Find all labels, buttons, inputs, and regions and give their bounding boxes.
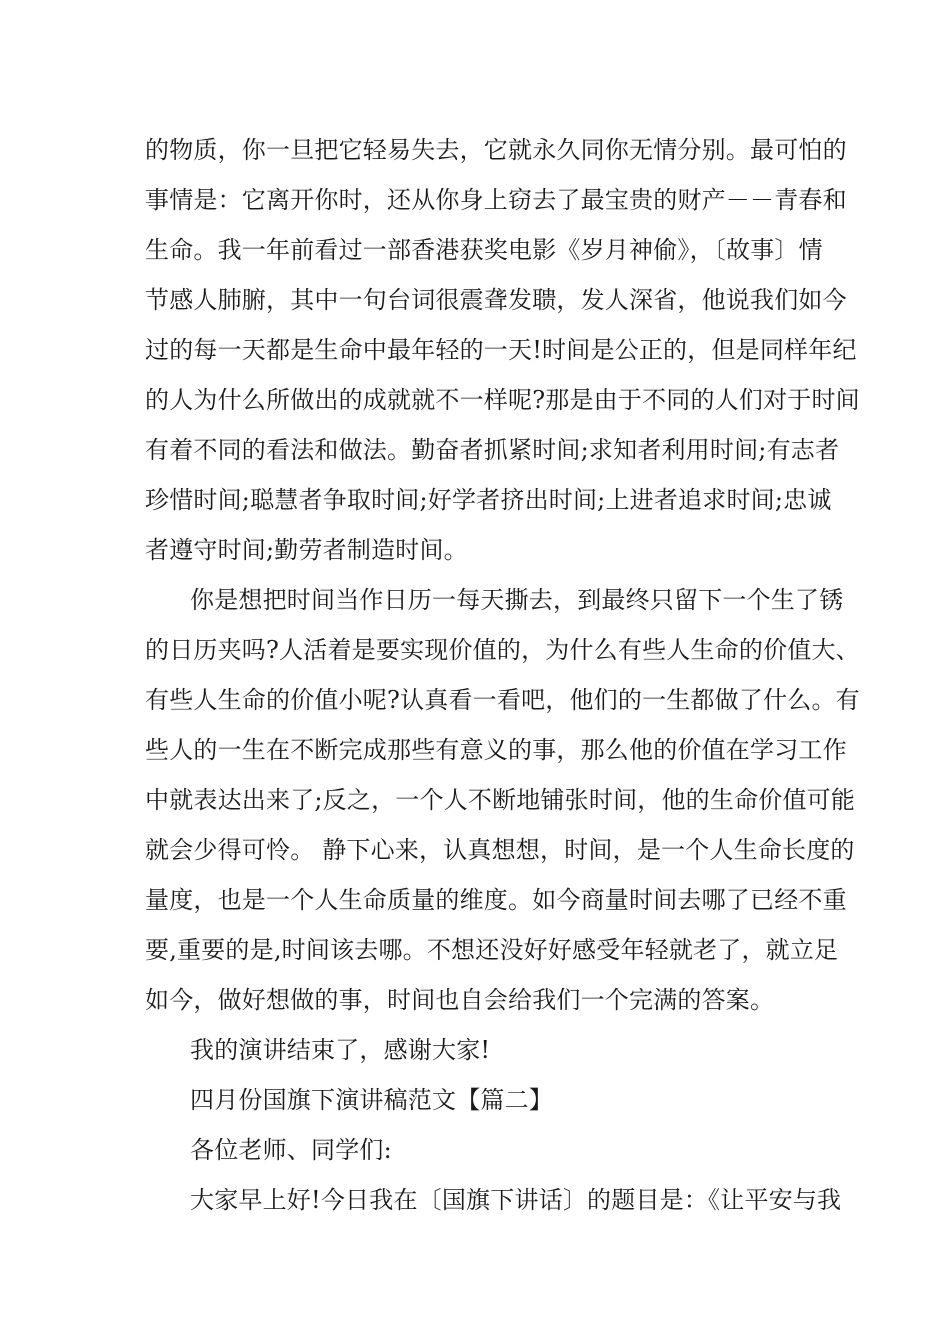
paragraph-line: 的人为什么所做出的成就就不一样呢?那是由于不同的人们对于时间	[145, 386, 860, 414]
paragraph-line: 者遵守时间;勤劳者制造时间。	[145, 536, 468, 564]
paragraph-line: 珍惜时间;聪慧者争取时间;好学者挤出时间;上进者追求时间;忠诚	[145, 486, 832, 514]
paragraph-line: 的物质，你一旦把它轻易失去，它就永久同你无情分别。最可怕的	[145, 136, 847, 164]
paragraph-line: 的日历夹吗?人活着是要实现价值的，为什么有些人生命的价值大、	[145, 636, 860, 664]
paragraph-line: 些人的一生在不断完成那些有意义的事，那么他的价值在学习工作	[145, 736, 847, 764]
paragraph-line: 事情是：它离开你时，还从你身上窃去了最宝贵的财产－－青春和	[145, 186, 847, 214]
paragraph-line: 中就表达出来了;反之，一个人不断地铺张时间，他的生命价值可能	[145, 786, 856, 814]
paragraph-line: 有着不同的看法和做法。勤奋者抓紧时间;求知者利用时间;有志者	[145, 436, 840, 464]
paragraph-line: 过的每一天都是生命中最年轻的一天!时间是公正的，但是同样年纪	[145, 336, 857, 364]
paragraph-line: 节感人肺腑，其中一句台词很震聋发聩，发人深省，他说我们如今	[145, 286, 847, 314]
paragraph-line: 就会少得可怜。 静下心来，认真想想，时间，是一个人生命长度的	[145, 836, 855, 864]
salutation-line: 各位老师、同学们:	[190, 1136, 392, 1164]
paragraph-line: 大家早上好!今日我在〔国旗下讲话〕的题目是：《让平安与我	[190, 1186, 842, 1214]
paragraph-line: 生命。我一年前看过一部香港获奖电影《岁月神偷》，〔故事〕情	[145, 236, 823, 264]
paragraph-line: 如今，做好想做的事，时间也自会给我们一个完满的答案。	[145, 986, 775, 1014]
closing-line: 我的演讲结束了，感谢大家!	[190, 1036, 491, 1064]
paragraph-line: 要,重要的是,时间该去哪。不想还没好好感受年轻就老了，就立足	[145, 936, 839, 964]
paragraph-line: 你是想把时间当作日历一每天撕去，到最终只留下一个生了锈	[190, 586, 844, 614]
paragraph-line: 有些人生命的价值小呢?认真看一看吧，他们的一生都做了什么。有	[145, 686, 860, 714]
paragraph-line: 量度，也是一个人生命质量的维度。如今商量时间去哪了已经不重	[145, 886, 847, 914]
section-heading: 四月份国旗下演讲稿范文【篇二】	[190, 1086, 553, 1114]
